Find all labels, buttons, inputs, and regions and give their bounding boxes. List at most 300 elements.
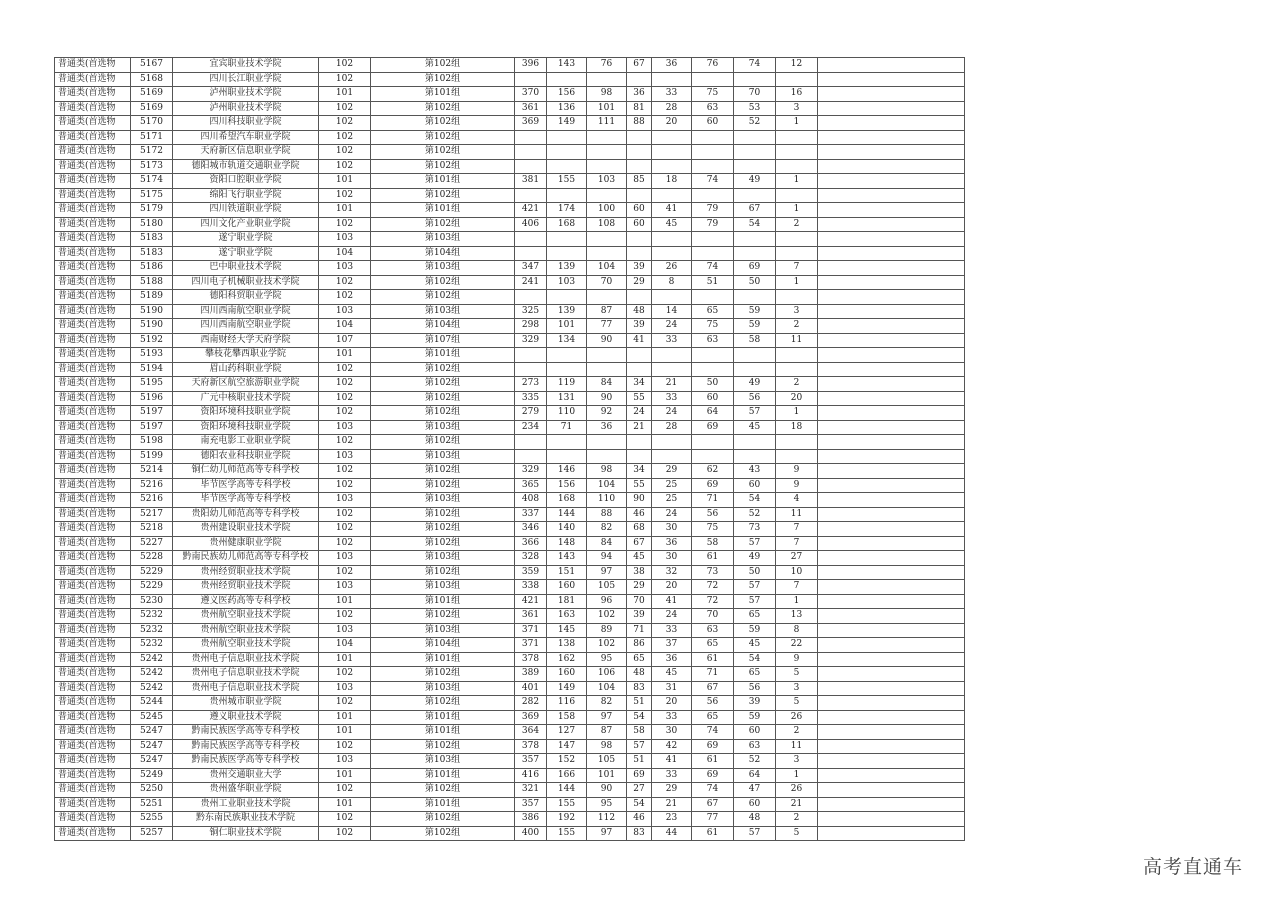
cell-score-3 — [587, 159, 627, 174]
cell-score-3: 104 — [587, 681, 627, 696]
cell-total-score: 406 — [515, 217, 547, 232]
cell-score-5: 29 — [652, 464, 692, 479]
cell-score-7: 52 — [734, 116, 776, 131]
cell-school-name: 西南财经大学天府学院 — [173, 333, 319, 348]
cell-school-name: 天府新区信息职业学院 — [173, 145, 319, 160]
table-row — [55, 551, 965, 566]
cell-blank — [818, 232, 965, 247]
cell-group-code: 102 — [319, 101, 371, 116]
cell-blank — [818, 203, 965, 218]
cell-school-name: 遂宁职业学院 — [173, 232, 319, 247]
cell-score-7: 52 — [734, 754, 776, 769]
cell-total-score: 389 — [515, 667, 547, 682]
cell-code: 5198 — [131, 435, 173, 450]
cell-rank: 7 — [776, 522, 818, 537]
cell-score-5: 33 — [652, 87, 692, 102]
cell-score-7 — [734, 246, 776, 261]
cell-category: 普通类(首选物 — [55, 783, 131, 798]
cell-score-2: 140 — [547, 522, 587, 537]
cell-blank — [818, 667, 965, 682]
cell-category: 普通类(首选物 — [55, 551, 131, 566]
cell-score-4 — [627, 449, 652, 464]
cell-code: 5168 — [131, 72, 173, 87]
table-row — [55, 812, 965, 827]
cell-score-3: 90 — [587, 783, 627, 798]
cell-total-score: 329 — [515, 464, 547, 479]
cell-blank — [818, 116, 965, 131]
cell-blank — [818, 261, 965, 276]
cell-group-name: 第102组 — [371, 565, 515, 580]
cell-group-code: 102 — [319, 391, 371, 406]
cell-code: 5190 — [131, 319, 173, 334]
cell-category: 普通类(首选物 — [55, 348, 131, 363]
cell-group-code: 102 — [319, 290, 371, 305]
cell-score-6: 67 — [692, 681, 734, 696]
cell-score-4 — [627, 130, 652, 145]
cell-score-4: 60 — [627, 217, 652, 232]
cell-school-name: 黔南民族幼儿师范高等专科学校 — [173, 551, 319, 566]
cell-group-code: 103 — [319, 232, 371, 247]
cell-score-6: 63 — [692, 333, 734, 348]
cell-group-code: 102 — [319, 826, 371, 841]
cell-score-7: 54 — [734, 217, 776, 232]
table-row — [55, 478, 965, 493]
cell-score-4: 29 — [627, 275, 652, 290]
cell-category: 普通类(首选物 — [55, 304, 131, 319]
cell-score-6: 61 — [692, 551, 734, 566]
cell-rank: 11 — [776, 333, 818, 348]
cell-category: 普通类(首选物 — [55, 116, 131, 131]
cell-total-score: 401 — [515, 681, 547, 696]
cell-group-name: 第104组 — [371, 638, 515, 653]
cell-total-score — [515, 449, 547, 464]
cell-score-5: 20 — [652, 696, 692, 711]
cell-rank: 1 — [776, 174, 818, 189]
cell-score-6: 65 — [692, 638, 734, 653]
cell-code: 5250 — [131, 783, 173, 798]
cell-score-2: 160 — [547, 580, 587, 595]
cell-score-6: 65 — [692, 304, 734, 319]
cell-score-3: 87 — [587, 304, 627, 319]
cell-group-name: 第101组 — [371, 348, 515, 363]
cell-total-score: 369 — [515, 116, 547, 131]
cell-score-7: 45 — [734, 420, 776, 435]
cell-code: 5169 — [131, 101, 173, 116]
cell-score-2 — [547, 246, 587, 261]
cell-score-2: 152 — [547, 754, 587, 769]
cell-score-5 — [652, 348, 692, 363]
cell-score-4: 36 — [627, 87, 652, 102]
cell-score-4: 85 — [627, 174, 652, 189]
cell-score-4 — [627, 72, 652, 87]
table-row — [55, 304, 965, 319]
cell-blank — [818, 638, 965, 653]
cell-school-name: 四川希望汽车职业学院 — [173, 130, 319, 145]
cell-school-name: 贵州健康职业学院 — [173, 536, 319, 551]
table-row — [55, 319, 965, 334]
cell-rank — [776, 449, 818, 464]
cell-score-7 — [734, 130, 776, 145]
cell-school-name: 泸州职业技术学院 — [173, 101, 319, 116]
cell-group-name: 第101组 — [371, 710, 515, 725]
cell-score-4: 29 — [627, 580, 652, 595]
cell-score-2: 144 — [547, 783, 587, 798]
cell-school-name: 攀枝花攀西职业学院 — [173, 348, 319, 363]
cell-group-name: 第102组 — [371, 826, 515, 841]
cell-code: 5242 — [131, 667, 173, 682]
cell-score-3 — [587, 130, 627, 145]
cell-score-7: 52 — [734, 507, 776, 522]
cell-score-3: 102 — [587, 609, 627, 624]
cell-code: 5218 — [131, 522, 173, 537]
cell-score-2: 139 — [547, 304, 587, 319]
cell-code: 5216 — [131, 478, 173, 493]
cell-group-code: 102 — [319, 58, 371, 73]
cell-group-code: 102 — [319, 478, 371, 493]
cell-score-6 — [692, 72, 734, 87]
cell-score-7 — [734, 348, 776, 363]
cell-blank — [818, 754, 965, 769]
cell-code: 5197 — [131, 406, 173, 421]
cell-rank: 9 — [776, 464, 818, 479]
cell-score-5: 42 — [652, 739, 692, 754]
cell-score-3: 103 — [587, 174, 627, 189]
cell-category: 普通类(首选物 — [55, 145, 131, 160]
cell-blank — [818, 145, 965, 160]
cell-school-name: 四川铁道职业学院 — [173, 203, 319, 218]
cell-blank — [818, 406, 965, 421]
cell-score-5: 25 — [652, 493, 692, 508]
cell-school-name: 德阳科贸职业学院 — [173, 290, 319, 305]
cell-school-name: 德阳农业科技职业学院 — [173, 449, 319, 464]
cell-total-score: 361 — [515, 101, 547, 116]
cell-score-7: 50 — [734, 275, 776, 290]
cell-category: 普通类(首选物 — [55, 377, 131, 392]
cell-category: 普通类(首选物 — [55, 391, 131, 406]
cell-score-2: 149 — [547, 116, 587, 131]
cell-score-3: 105 — [587, 754, 627, 769]
cell-group-name: 第102组 — [371, 58, 515, 73]
cell-code: 5169 — [131, 87, 173, 102]
cell-score-5 — [652, 435, 692, 450]
cell-total-score: 386 — [515, 812, 547, 827]
cell-category: 普通类(首选物 — [55, 420, 131, 435]
cell-rank: 26 — [776, 710, 818, 725]
cell-blank — [818, 826, 965, 841]
table-row — [55, 246, 965, 261]
cell-total-score: 337 — [515, 507, 547, 522]
cell-score-6: 61 — [692, 652, 734, 667]
cell-school-name: 黔南民族医学高等专科学校 — [173, 739, 319, 754]
cell-group-code: 102 — [319, 116, 371, 131]
cell-score-7 — [734, 159, 776, 174]
cell-group-code: 103 — [319, 261, 371, 276]
cell-group-code: 103 — [319, 420, 371, 435]
cell-total-score: 371 — [515, 623, 547, 638]
cell-score-3 — [587, 145, 627, 160]
cell-category: 普通类(首选物 — [55, 478, 131, 493]
cell-blank — [818, 217, 965, 232]
cell-blank — [818, 739, 965, 754]
cell-category: 普通类(首选物 — [55, 275, 131, 290]
cell-score-2: 155 — [547, 826, 587, 841]
cell-school-name: 遵义医药高等专科学校 — [173, 594, 319, 609]
cell-code: 5251 — [131, 797, 173, 812]
cell-score-5: 33 — [652, 333, 692, 348]
cell-blank — [818, 609, 965, 624]
cell-score-6: 72 — [692, 580, 734, 595]
cell-group-name: 第102组 — [371, 507, 515, 522]
cell-score-6: 63 — [692, 623, 734, 638]
cell-score-7: 54 — [734, 652, 776, 667]
cell-group-code: 102 — [319, 609, 371, 624]
cell-group-code: 102 — [319, 406, 371, 421]
cell-rank — [776, 130, 818, 145]
cell-rank: 1 — [776, 275, 818, 290]
cell-rank — [776, 362, 818, 377]
cell-blank — [818, 87, 965, 102]
cell-score-5: 33 — [652, 768, 692, 783]
cell-score-4 — [627, 145, 652, 160]
cell-total-score: 279 — [515, 406, 547, 421]
cell-score-6: 50 — [692, 377, 734, 392]
cell-group-name: 第101组 — [371, 594, 515, 609]
cell-score-6: 75 — [692, 319, 734, 334]
table-row — [55, 783, 965, 798]
cell-code: 5229 — [131, 565, 173, 580]
cell-total-score — [515, 130, 547, 145]
cell-group-code: 101 — [319, 710, 371, 725]
cell-score-3: 94 — [587, 551, 627, 566]
cell-score-5: 29 — [652, 783, 692, 798]
cell-rank: 7 — [776, 536, 818, 551]
cell-school-name: 贵州电子信息职业技术学院 — [173, 652, 319, 667]
cell-rank: 9 — [776, 478, 818, 493]
cell-category: 普通类(首选物 — [55, 203, 131, 218]
cell-total-score — [515, 246, 547, 261]
cell-score-6 — [692, 435, 734, 450]
cell-score-5: 33 — [652, 623, 692, 638]
cell-school-name: 贵州建设职业技术学院 — [173, 522, 319, 537]
cell-category: 普通类(首选物 — [55, 217, 131, 232]
cell-blank — [818, 551, 965, 566]
cell-score-2: 160 — [547, 667, 587, 682]
cell-code: 5227 — [131, 536, 173, 551]
cell-score-2: 138 — [547, 638, 587, 653]
cell-score-4: 83 — [627, 826, 652, 841]
cell-score-2: 158 — [547, 710, 587, 725]
cell-group-name: 第107组 — [371, 333, 515, 348]
cell-score-5: 45 — [652, 217, 692, 232]
cell-score-5: 25 — [652, 478, 692, 493]
cell-group-name: 第104组 — [371, 246, 515, 261]
cell-score-5: 41 — [652, 754, 692, 769]
cell-score-2: 136 — [547, 101, 587, 116]
cell-rank: 7 — [776, 261, 818, 276]
table-row — [55, 594, 965, 609]
cell-score-4: 46 — [627, 812, 652, 827]
cell-group-name: 第101组 — [371, 203, 515, 218]
cell-score-4: 48 — [627, 304, 652, 319]
cell-school-name: 广元中核职业技术学院 — [173, 391, 319, 406]
cell-school-name: 四川西南航空职业学院 — [173, 304, 319, 319]
cell-group-name: 第103组 — [371, 449, 515, 464]
cell-total-score: 347 — [515, 261, 547, 276]
table-row — [55, 493, 965, 508]
cell-school-name: 贵州交通职业大学 — [173, 768, 319, 783]
cell-group-name: 第102组 — [371, 696, 515, 711]
cell-category: 普通类(首选物 — [55, 768, 131, 783]
cell-blank — [818, 101, 965, 116]
cell-blank — [818, 710, 965, 725]
cell-score-7: 74 — [734, 58, 776, 73]
cell-score-5: 33 — [652, 391, 692, 406]
cell-score-4: 68 — [627, 522, 652, 537]
cell-blank — [818, 275, 965, 290]
cell-code: 5192 — [131, 333, 173, 348]
cell-blank — [818, 449, 965, 464]
cell-score-3: 87 — [587, 725, 627, 740]
cell-score-6 — [692, 159, 734, 174]
cell-group-name: 第102组 — [371, 145, 515, 160]
cell-code: 5232 — [131, 638, 173, 653]
cell-score-5: 36 — [652, 536, 692, 551]
cell-group-name: 第103组 — [371, 580, 515, 595]
cell-blank — [818, 391, 965, 406]
cell-total-score: 378 — [515, 652, 547, 667]
cell-score-2 — [547, 159, 587, 174]
cell-group-name: 第103组 — [371, 754, 515, 769]
cell-category: 普通类(首选物 — [55, 797, 131, 812]
cell-rank — [776, 435, 818, 450]
cell-score-3: 104 — [587, 261, 627, 276]
cell-score-2: 139 — [547, 261, 587, 276]
table-row — [55, 565, 965, 580]
admission-score-table — [54, 57, 965, 841]
table-row — [55, 391, 965, 406]
table-row — [55, 681, 965, 696]
cell-category: 普通类(首选物 — [55, 58, 131, 73]
cell-score-2 — [547, 290, 587, 305]
cell-group-code: 102 — [319, 565, 371, 580]
cell-category: 普通类(首选物 — [55, 638, 131, 653]
cell-score-6: 51 — [692, 275, 734, 290]
cell-school-name: 铜仁职业技术学院 — [173, 826, 319, 841]
cell-score-7: 49 — [734, 551, 776, 566]
cell-total-score: 335 — [515, 391, 547, 406]
cell-score-5: 26 — [652, 261, 692, 276]
cell-rank: 2 — [776, 725, 818, 740]
cell-group-name: 第102组 — [371, 290, 515, 305]
cell-category: 普通类(首选物 — [55, 739, 131, 754]
cell-school-name: 巴中职业技术学院 — [173, 261, 319, 276]
cell-blank — [818, 812, 965, 827]
cell-score-4: 51 — [627, 696, 652, 711]
cell-group-code: 102 — [319, 362, 371, 377]
cell-category: 普通类(首选物 — [55, 725, 131, 740]
cell-rank — [776, 290, 818, 305]
cell-rank — [776, 145, 818, 160]
table-row — [55, 290, 965, 305]
cell-code: 5183 — [131, 232, 173, 247]
cell-score-6: 61 — [692, 826, 734, 841]
cell-category: 普通类(首选物 — [55, 754, 131, 769]
cell-school-name: 贵州电子信息职业技术学院 — [173, 667, 319, 682]
cell-category: 普通类(首选物 — [55, 565, 131, 580]
cell-group-name: 第103组 — [371, 232, 515, 247]
cell-score-3: 96 — [587, 594, 627, 609]
cell-total-score: 369 — [515, 710, 547, 725]
cell-score-4 — [627, 348, 652, 363]
cell-score-3: 95 — [587, 797, 627, 812]
cell-rank: 12 — [776, 58, 818, 73]
cell-score-3: 92 — [587, 406, 627, 421]
table-row — [55, 638, 965, 653]
cell-category: 普通类(首选物 — [55, 667, 131, 682]
cell-total-score: 234 — [515, 420, 547, 435]
cell-blank — [818, 565, 965, 580]
cell-blank — [818, 594, 965, 609]
cell-score-6: 56 — [692, 696, 734, 711]
cell-blank — [818, 580, 965, 595]
table-row — [55, 609, 965, 624]
cell-score-3: 98 — [587, 464, 627, 479]
cell-score-6: 75 — [692, 87, 734, 102]
cell-score-4: 55 — [627, 391, 652, 406]
cell-score-5: 24 — [652, 609, 692, 624]
cell-score-3: 84 — [587, 377, 627, 392]
cell-score-6: 73 — [692, 565, 734, 580]
cell-group-name: 第102组 — [371, 275, 515, 290]
cell-blank — [818, 333, 965, 348]
table-row — [55, 696, 965, 711]
cell-score-2: 101 — [547, 319, 587, 334]
cell-score-2: 166 — [547, 768, 587, 783]
table-row — [55, 667, 965, 682]
cell-score-4: 67 — [627, 536, 652, 551]
cell-group-code: 103 — [319, 580, 371, 595]
cell-score-6: 74 — [692, 261, 734, 276]
cell-score-4: 54 — [627, 797, 652, 812]
cell-group-code: 102 — [319, 507, 371, 522]
cell-score-5: 24 — [652, 406, 692, 421]
cell-score-7: 60 — [734, 797, 776, 812]
cell-school-name: 贵州航空职业技术学院 — [173, 623, 319, 638]
cell-category: 普通类(首选物 — [55, 333, 131, 348]
table-row — [55, 522, 965, 537]
cell-score-4: 39 — [627, 609, 652, 624]
cell-code: 5175 — [131, 188, 173, 203]
cell-score-2: 192 — [547, 812, 587, 827]
cell-blank — [818, 58, 965, 73]
cell-score-5: 28 — [652, 101, 692, 116]
cell-group-code: 104 — [319, 319, 371, 334]
cell-score-3: 76 — [587, 58, 627, 73]
cell-score-3: 84 — [587, 536, 627, 551]
cell-code: 5245 — [131, 710, 173, 725]
cell-score-7: 57 — [734, 826, 776, 841]
cell-score-4: 58 — [627, 725, 652, 740]
cell-score-6: 76 — [692, 58, 734, 73]
cell-group-code: 102 — [319, 130, 371, 145]
cell-code: 5171 — [131, 130, 173, 145]
table-row — [55, 145, 965, 160]
cell-score-4: 45 — [627, 551, 652, 566]
cell-school-name: 四川文化产业职业学院 — [173, 217, 319, 232]
cell-score-4 — [627, 159, 652, 174]
cell-total-score — [515, 159, 547, 174]
cell-score-6 — [692, 246, 734, 261]
